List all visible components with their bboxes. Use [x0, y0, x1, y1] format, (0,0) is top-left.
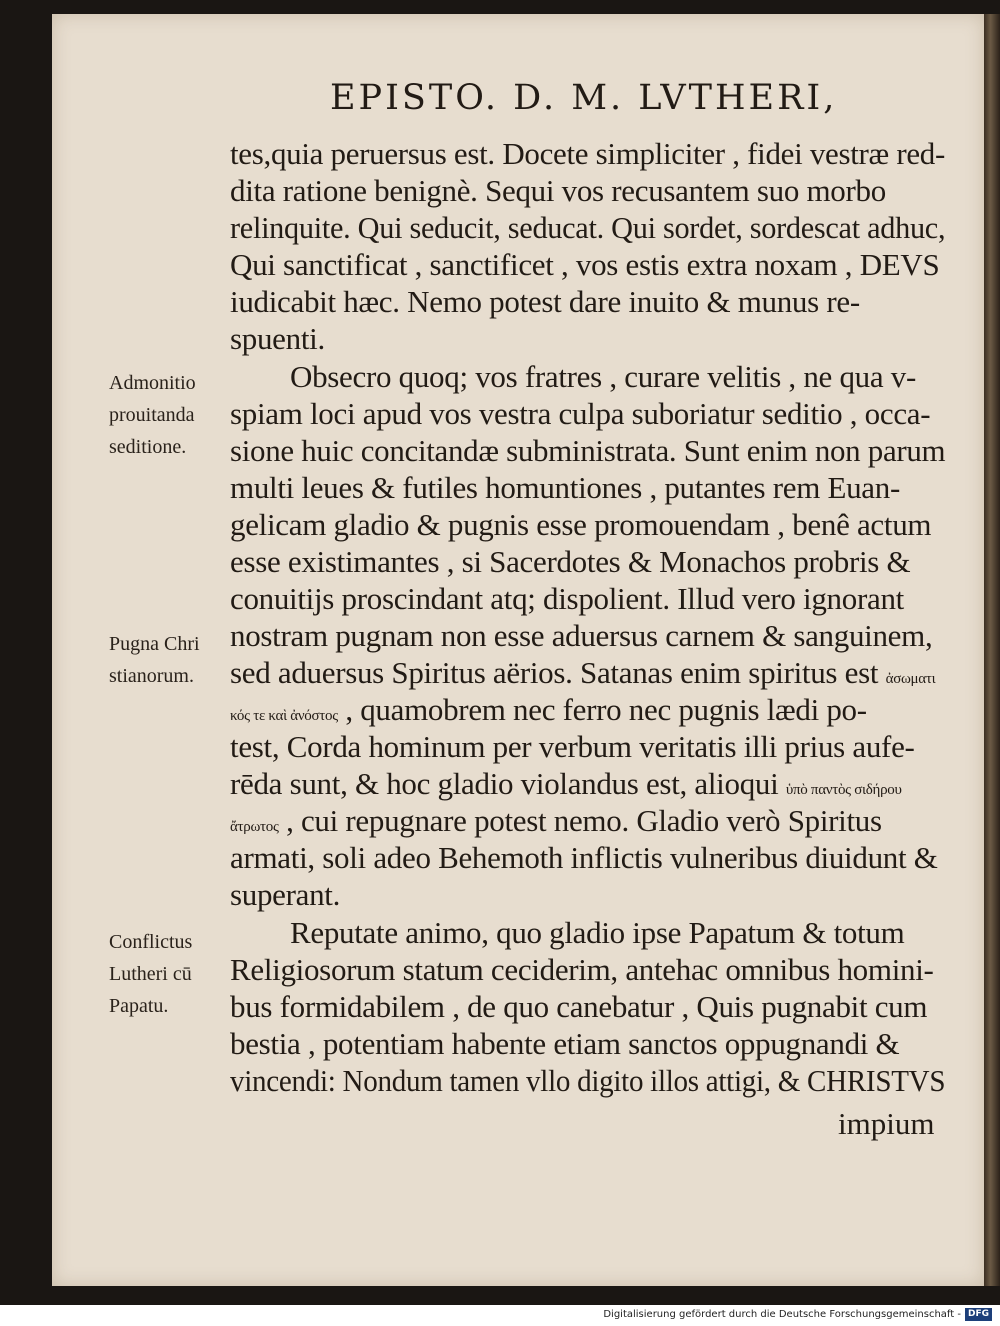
text-line: multi leues & futiles homuntiones , putantes rem Euan- [230, 470, 900, 505]
text-line: esse existimantes , si Sacerdotes & Monachos probris & [230, 544, 911, 579]
footer-credit [603, 1308, 992, 1321]
margin-note-pugna [109, 628, 200, 692]
greek-text: ἀσωματι [885, 671, 936, 687]
text-line [230, 692, 867, 728]
text-line: tes,quia peruersus est. Docete simpliciter , fidei vestræ red- [230, 136, 945, 171]
text-line: armati, soli adeo Behemoth inflictis vulneribus diuidunt & [230, 840, 938, 875]
text-line: superant. [230, 877, 341, 912]
dfg-logo: DFG [965, 1308, 992, 1321]
text-line: gelicam gladio & pugnis esse promouendam , benê actum [230, 507, 932, 542]
margin-note-line: Papatu. [109, 995, 169, 1017]
text-line: dita ratione benignè. Sequi vos recusantem suo morbo [230, 173, 886, 208]
greek-text: ἄτρωτος [230, 819, 279, 835]
text-span: , quamobrem nec ferro nec pugnis lædi po- [345, 692, 867, 727]
catchword: impium [838, 1106, 935, 1141]
margin-note-line: Pugna Chri [109, 633, 200, 655]
text-line: spiam loci apud vos vestra culpa suboriatur seditio , occa- [230, 396, 931, 431]
greek-text: ὑπὸ παντὸς σιδήρου [785, 782, 902, 798]
text-line: test, Corda hominum per verbum veritatis illi prius aufe- [230, 729, 915, 764]
text-line: conuitijs proscindant atq; dispolient. Illud vero ignorant [230, 581, 904, 616]
text-line: Reputate animo, quo gladio ipse Papatum & totum [290, 915, 905, 950]
text-line: spuenti. [230, 321, 325, 356]
margin-note-line: seditione. [109, 436, 187, 458]
margin-note-line: Admonitio [109, 372, 196, 394]
margin-note-line: stianorum. [109, 665, 194, 687]
margin-note-line: Conflictus [109, 931, 193, 953]
text-line: bus formidabilem , de quo canebatur , Quis pugnabit cum [230, 989, 928, 1024]
running-head: EPISTO. D. M. LVTHERI, [330, 78, 838, 118]
text-line: bestia , potentiam habente etiam sanctos oppugnandi & [230, 1026, 900, 1061]
text-line: relinquite. Qui seducit, seducat. Qui sordet, sordescat adhuc, [230, 210, 946, 245]
text-span: , cui repugnare potest nemo. Gladio verò Spiritus [286, 803, 882, 838]
text-span: rēda sunt, & hoc gladio violandus est, alioqui [230, 766, 779, 801]
margin-note-line: Lutheri cū [109, 963, 192, 985]
text-line: iudicabit hæc. Nemo potest dare inuito & munus re- [230, 284, 860, 319]
text-span: sed aduersus Spiritus aërios. Satanas enim spiritus est [230, 655, 879, 690]
text-line [230, 803, 882, 839]
text-line: vincendi: Nondum tamen vllo digito illos attigi, & CHRISTVS [230, 1063, 946, 1098]
text-line: sione huic concitandæ subministrata. Sunt enim non parum [230, 433, 946, 468]
greek-text: κός τε καὶ ἀνόστος [230, 708, 338, 724]
text-line: nostram pugnam non esse aduersus carnem & sanguinem, [230, 618, 933, 653]
text-line: Obsecro quoq; vos fratres , curare velitis , ne qua v- [290, 359, 916, 394]
text-line: Religiosorum statum ceciderim, antehac omnibus homini- [230, 952, 934, 987]
margin-note-line: prouitanda [109, 404, 195, 426]
footer-text: Digitalisierung gefördert durch die Deutsche Forschungsgemeinschaft - [603, 1309, 961, 1320]
text-line [230, 766, 902, 802]
text-line: Qui sanctificat , sanctificet , vos estis extra noxam , DEVS [230, 247, 940, 282]
book-edge [984, 14, 1000, 1286]
margin-note-conflictus [109, 926, 192, 1022]
margin-note-admonitio [109, 367, 196, 463]
text-line [230, 655, 935, 691]
